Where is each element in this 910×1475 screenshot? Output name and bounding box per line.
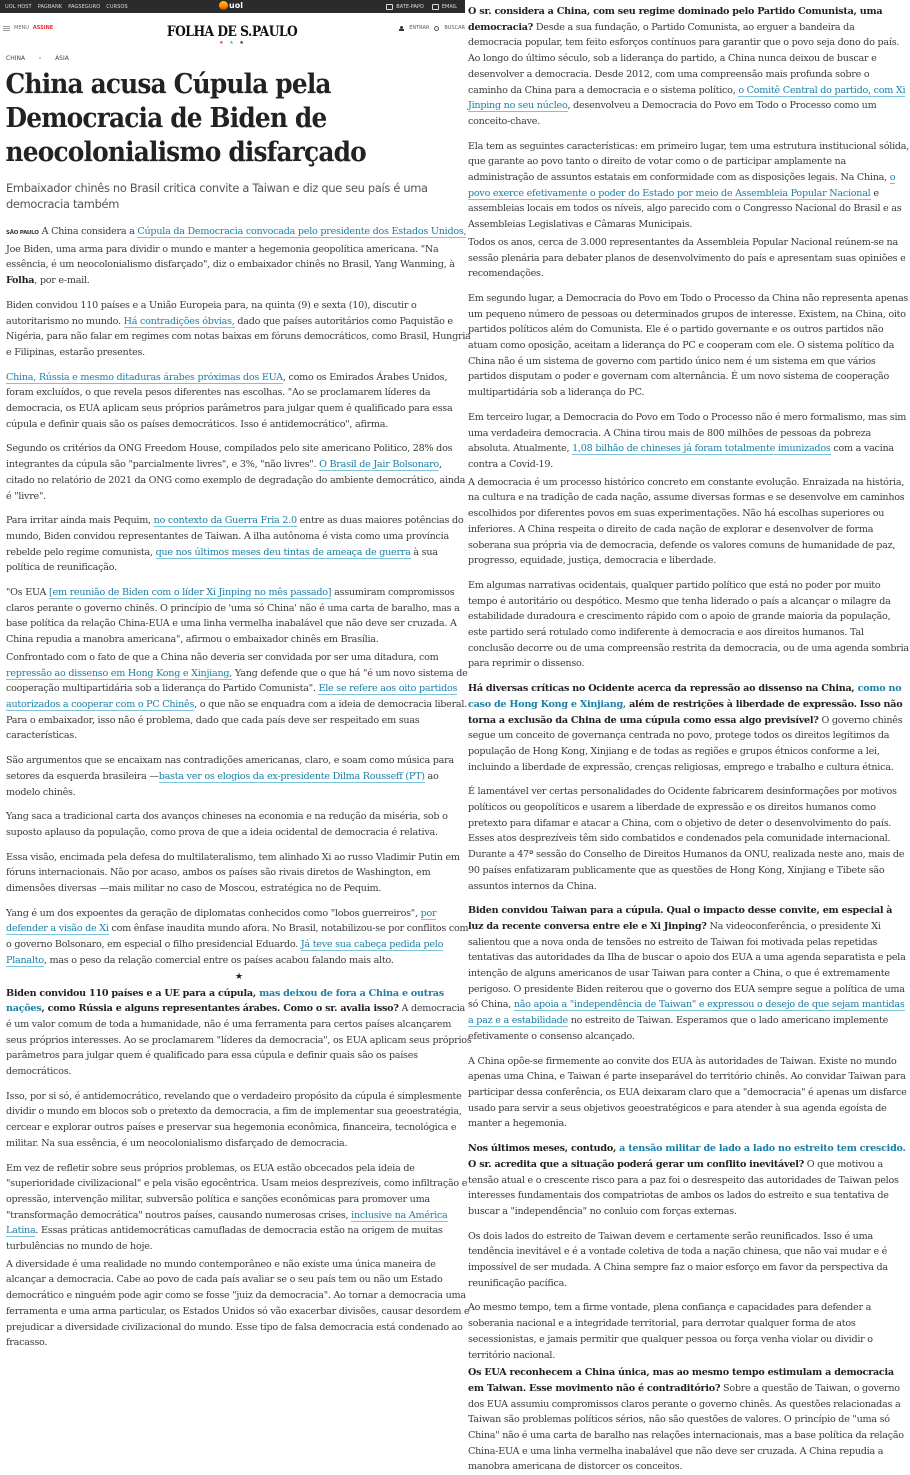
text-run: . Essas práticas antidemocráticas camufladas de democracia estão na origem de muitas turbulências no mundo de hoje. (6, 1225, 443, 1253)
folha-logo[interactable] (0, 21, 465, 46)
text-run: A diversidade é uma realidade no mundo contemporâneo e não existe uma única maneira de alcançar a democracia. Cabe ao povo de cada país avaliar se o seu país tem ou não um Estado democrático e ninguém pode agir como se fosse "juiz da democracia". Ao tornar a democracia uma ferramenta e uma arma particular, os Estados Unidos só vão exacerbar divisões, causar desordem e prejudicar a diversidade civilizacional do mundo. Esse tipo de falsa democracia está condenado ao fracasso. (6, 1258, 470, 1349)
article-paragraph (468, 1365, 910, 1475)
article-paragraph (468, 475, 910, 569)
inline-link[interactable]: [em reunião de Biden com o líder Xi Jinping no mês passado] (49, 587, 332, 599)
article-paragraph (6, 1161, 472, 1255)
text-run: "Os EUA (6, 587, 50, 599)
text-run: Em vez de refletir sobre seus próprios problemas, os EUA estão obcecados pela ideia de "superioridade civilizacional" e pela visão egocêntrica. Usam meios desprezíveis, como infiltração e opressão, intervenção militar, subversão política e sanções econômicas para promover uma "transformação democrática" noutros países, causando numerosas crises, (6, 1162, 468, 1221)
article-body-right (465, 0, 910, 1475)
login-button[interactable]: ENTRAR (409, 25, 430, 31)
article-body-left (0, 212, 472, 1351)
text-run: Yang saca a tradicional carta dos avanços chineses na economia e na redução da miséria, sob o suposto aplauso da população, como prova de que a ideia ocidental de democracia é relativa. (6, 811, 448, 838)
bold-text: Há diversas críticas no Ocidente acerca da repressão ao dissenso na China, (468, 683, 858, 695)
inline-link[interactable]: repressão ao dissenso em Hong Kong e Xinjiang, (6, 667, 233, 679)
text-run: com a vacina contra a Covid-19. (468, 443, 894, 470)
text-run: , citado no relatório de 2021 da ONG como exemplo de degradação do ambiente democrático, ainda é "livre". (6, 459, 466, 502)
menu-button[interactable]: MENU (14, 25, 29, 31)
text-run: entre as duas maiores potências do mundo, Biden convidou representantes de Taiwan. A ilha autônoma é vista como uma província rebelde pelo regime comunista, (6, 515, 464, 558)
text-run: Sobre a questão de Taiwan, o governo dos EUA assumiu compromissos claros perante o governo chinês. As questões relacionadas a Taiwan são problemas políticos sérios, não são questões de valores. O princípio de "uma só China" não é uma carta de baralho nas relações internacionais, mas a base política da relação China-EUA e uma linha vermelha inabalável que não deve ser cruzada. A China repudia a manobra americana de distorcer os conceitos. (468, 1382, 904, 1473)
bold-text: Os EUA reconhecem a China única, mas ao mesmo tempo estimulam a democracia em Taiwan. Esse movimento não é contraditório? (468, 1367, 894, 1394)
bold-text: , como Rússia e alguns representantes árabes. Como o sr. avalia isso? (41, 1003, 399, 1015)
text-run: Os dois lados do estreito de Taiwan devem e certamente serão reunificados. Isso é uma tendência inevitável e é a vontade coletiva de toda a nação chinesa, que não vai mudar e é impossível de ser mudada. A China sempre faz o maior esforço em favor da perspectiva da reunificação pacífica. (468, 1230, 888, 1289)
breadcrumb-asia[interactable]: ÁSIA (55, 54, 69, 62)
article-paragraph (468, 1054, 910, 1133)
text-run: , por e-mail. (34, 275, 90, 287)
article-paragraph (6, 1089, 472, 1152)
text-run: à sua política de reunificação. (6, 546, 438, 574)
article-paragraph (468, 410, 910, 473)
bold-text: Biden convidou 110 países e a UE para a cúpula, (6, 987, 260, 999)
email-label: EMAIL (441, 3, 457, 10)
article-paragraph (468, 578, 910, 672)
uol-brand: uol (229, 1, 243, 10)
article-paragraph (468, 4, 910, 130)
bate-papo-label: BATE-PAPO (396, 3, 424, 10)
bold-text: Biden convidou Taiwan para a cúpula. Qual o impacto desse convite, em especial à luz da recente conversa entre ele e Xi Jinping? (468, 905, 893, 932)
user-icon[interactable] (399, 26, 404, 31)
search-button[interactable]: BUSCAR (444, 25, 465, 31)
inline-link[interactable]: não apoia a "independência de Taiwan" e expressou o desejo de que sejam mantidas a paz e a estabilidade (468, 999, 905, 1027)
text-run: Em algumas narrativas ocidentais, qualquer partido político que está no poder por muito tempo é autoritário ou despótico. Mesmo que tenha liderado o país a alcançar o milagre da estabilidade duradoura e crescimento rápido com o apoio de grande maioria da população, este partido será rotulado como indiferente à democracia e aos direitos humanos. Tal conclusão decorre ou de uma compreensão restrita da democracia, ou de uma agenda sombria para reprimir o dissenso. (468, 579, 909, 670)
inline-link[interactable]: Há contradições óbvias, (123, 315, 235, 327)
text-run: Ao mesmo tempo, tem a firme vontade, plena confiança e capacidades para defender a soberania nacional e a integridade territorial, para derrotar qualquer forma de atos secessionistas, e jamais permitir que qualquer pessoa ou força venha violar ou dividir o território nacional. (468, 1302, 873, 1361)
article-paragraph (6, 224, 472, 289)
inline-link[interactable]: Ele se refere aos oito partidos autorizados a cooperar com o PC Chinês (6, 683, 458, 710)
text-run: É lamentável ver certas personalidades do Ocidente fabricarem desinformações por motivos políticos ou geopolíticos e usarem a liberdade de expressão e os direitos humanos como pretexto para difamar e atacar a China, com o objetivo de deter o desenvolvimento do país. Esses atos desprezíveis têm sido combatidos e condenados pela comunidade internacional. Durante a 47ª sessão do Conselho de Direitos Humanos da ONU, realizada neste ano, mais de 90 países enfatizaram publicamente que as questões de Hong Kong, Xinjiang e Tibete são assuntos internos da China. (468, 786, 905, 892)
inline-link[interactable]: no contexto da Guerra Fria 2.0 (153, 515, 297, 527)
star-icon: ★ (219, 40, 226, 46)
text-run: Confrontado com o fato de que a China não deveria ser convidada por ser uma ditadura, com (6, 651, 439, 663)
article-paragraph (468, 235, 910, 282)
text-run: , como os Emirados Árabes Unidos, foram excluídos, o que revela pesos diferentes nas escolhas. "Ao se proclamarem líderes da democracia, os EUA aplicam seus próprios parâmetros para julgar quem é qualificado para essa cúpula e definir quais são os países democráticos. Isso é antidemocrático", afirma. (6, 371, 453, 430)
article-paragraph (6, 513, 472, 576)
user-area (399, 25, 465, 31)
text-run: Na videoconferência, o presidente Xi salientou que a nova onda de tensões no estreito de Taiwan foi motivada pelas repetidas tentativas das autoridades da Ilha de buscar o apoio dos EUA a uma agenda separatista e pela intenção de alguns americanos de usar Taiwan para conter a China, o que é extremamente perigoso. O presidente Biden reiterou que o governo dos EUA sempre segue a política de uma só China, (468, 920, 906, 1011)
inline-link[interactable]: Já teve sua cabeça pedida pelo Planalto (6, 939, 444, 966)
bold-text: Folha (6, 275, 35, 287)
right-column (465, 0, 910, 1473)
text-run: e assembleias locais em todos os níveis, algo parecido com o Congresso Nacional do Brasil e as Assembleias Legislativas e Câmaras Municipais. (468, 187, 902, 231)
star-icon: ★ (229, 40, 236, 46)
text-run: no estreito de Taiwan. Esperamos que o lado americano implemente efetivamente o consenso alcançado. (468, 1015, 889, 1042)
inline-link[interactable]: Cúpula da Democracia convocada pelo presidente dos Estados Unidos, (137, 226, 467, 237)
text-run: Para irritar ainda mais Pequim, (6, 515, 154, 527)
text-run: dado que países autoritários como Paquistão e Nigéria, para não falar em regimes com notas baixas em fóruns democráticos, como Brasil, Hungria e Filipinas, estarão presentes. (6, 315, 471, 358)
article-paragraph (6, 850, 472, 897)
text-run: Biden convidou 110 países e a União Europeia para, na quinta (9) e sexta (10), discutir o autoritarismo no mundo. (6, 299, 417, 327)
uol-link[interactable]: UOL HOST (5, 3, 32, 10)
bate-papo-link[interactable] (386, 4, 424, 10)
article-paragraph (6, 753, 472, 800)
text-run: Essa visão, encimada pela defesa do multilateralismo, tem alinhado Xi ao russo Vladimir Putin em fóruns internacionais. Não por acaso, ambos os países são rivais diretos de Washington, em dimensões diversas —mais militar no caso de Moscou, estratégica no de Pequim. (6, 851, 460, 895)
inline-link[interactable]: 1,08 bilhão de chineses já foram totalmente imunizados (572, 443, 831, 455)
inline-link[interactable]: mas deixou de fora a China e outras nações (6, 987, 444, 1015)
article-paragraph (468, 291, 910, 401)
text-run: ao modelo chinês. (6, 770, 439, 798)
article-paragraph (6, 370, 472, 433)
inline-link[interactable]: China, Rússia e mesmo ditaduras árabes próximas dos EUA (6, 371, 283, 383)
bold-text: O sr. acredita que a situação poderá gerar um conflito inevitável? (468, 1158, 804, 1170)
article-paragraph (468, 1229, 910, 1292)
article-paragraph (468, 681, 910, 775)
chat-icon (386, 4, 393, 10)
uol-link[interactable]: CURSOS (106, 3, 128, 10)
text-run: , mas o peso da relação comercial entre os países acabou falando mais alto. (43, 954, 394, 966)
text-run: Ela tem as seguintes características: em primeiro lugar, tem uma estrutura institucional sólida, que garante ao povo tanto o direito de votar como o de participar amplamente na administração de assuntos estatais em conformidade com as disposições legais. Na China, (468, 140, 910, 184)
inline-link[interactable]: por defender a visão de Xi (6, 907, 437, 935)
uol-links (5, 4, 128, 10)
mail-icon (432, 4, 439, 10)
text-run: O que motivou a tensão atual e o crescente risco para a paz foi o desrespeito das autoridades de Taiwan pelos interesses fundamentais dos compatriotas de ambos os lados do estreito e sua tentativa de buscar a "independência" no conluio com forças externas. (468, 1158, 899, 1217)
section-separator-star: ★ (234, 971, 244, 982)
article-paragraph (468, 139, 910, 233)
text-run: O governo chinês segue um conceito de governança centrada no povo, protege todos os direitos legítimos da população de Hong Kong, Xinjiang e de todas as regiões e grupos étnicos conforme a lei, incluindo a liberdade de expressão, crenças religiosas, emprego e trabalho e cultura étnica. (468, 714, 903, 773)
text-run: Em terceiro lugar, a Democracia do Povo em Todo o Processo não é mero formalismo, mas sim uma verdadeira democracia. A China tirou mais de 800 milhões de pessoas da pobreza absoluta. Atualmente, (468, 411, 907, 455)
text-run: Isso, por si só, é antidemocrático, revelando que o verdadeiro propósito da cúpula é simplesmente dividir o mundo em blocos sob o pretexto da democracia, a fim de implementar sua geoestratégia, cercear e explorar outros países e preservar sua hegemonia econômica, financeira, tecnológica e militar. Na sua essência, é um neocolonialismo disfarçado de democracia. (6, 1090, 462, 1149)
article-subtitle: Embaixador chinês no Brasil critica convite a Taiwan e diz que seu país é uma democracia também (6, 181, 428, 211)
bold-text: Nos últimos meses, contudo, (468, 1143, 620, 1155)
text-run: Todos os anos, cerca de 3.000 representantes da Assembleia Popular Nacional reúnem-se na sessão plenária para debater planos de desenvolvimento do país e apresentam suas opiniões e recomendações. (468, 236, 906, 280)
star-icon: ★ (239, 40, 246, 46)
article-paragraph (6, 650, 472, 744)
article-title: China acusa Cúpula pela Democracia de Biden de neocolonialismo disfarçado (5, 69, 366, 168)
text-run: A China opõe-se firmemente ao convite dos EUA às autoridades de Taiwan. Existe no mundo apenas uma China, e Taiwan é parte inseparável do território chinês. Ao convidar Taiwan para participar dessa conferência, os EUA deixaram claro que a "democracia" é apenas um disfarce usado para servir a seus objetivos geoestratégicos e para atender à sua agenda egoísta de manter a hegemonia. (468, 1055, 907, 1130)
article-paragraph (6, 441, 472, 504)
text-run: A democracia é um valor comum de toda a humanidade, não é uma ferramenta para certos países alcançarem seus próprios interesses. Ao se proclamarem "líderes da democracia", os EUA aplicam seus próprios parâmetros para julgar quem é qualificado para essa cúpula e definir quais são os países democráticos. (6, 1003, 472, 1078)
article-paragraph (6, 906, 472, 969)
uol-right-links (386, 0, 457, 13)
search-icon[interactable] (434, 26, 439, 31)
inline-link[interactable]: que nos últimos meses deu tintas de ameaça de guerra (155, 546, 411, 558)
site-header (0, 13, 465, 50)
inline-link[interactable]: a tensão militar de lado a lado no estreito tem crescido. (619, 1143, 906, 1155)
inline-link[interactable]: basta ver os elogios da ex-presidente Dilma Rousseff (PT) (158, 770, 425, 782)
dateline: SÃO PAULO (6, 230, 39, 236)
logo-stars (0, 40, 465, 46)
text-run: , desenvolveu a Democracia do Povo em Todo o Processo como um conceito-chave. (468, 100, 877, 127)
text-run: São argumentos que se encaixam nas contradições americanas, claro, e soam como música para setores da esquerda brasileira — (6, 755, 454, 782)
logo-text: FOLHA DE S.PAULO (167, 24, 298, 40)
bold-text: O sr. considera a China, com seu regime dominado pelo Partido Comunista, uma democracia? (468, 6, 883, 33)
inline-link[interactable]: o povo exerce efetivamente o poder do Estado por meio de Assembleia Popular Nacional (468, 172, 896, 199)
article-paragraph (468, 784, 910, 894)
uol-logo[interactable] (219, 1, 243, 10)
left-column (0, 0, 472, 1349)
uol-link[interactable]: PAGBANK (37, 3, 63, 10)
text-run: Yang é um dos expoentes da geração de diplomatas conhecidos como "lobos guerreiros", (6, 907, 421, 919)
article-paragraph (6, 298, 472, 361)
article-paragraph (468, 903, 910, 1044)
text-run: A democracia é um processo histórico concreto em constante evolução. Enraizada na história, na cultura e na tradição de cada nação, assume diversas formas e se desenvolve em caminhos escolhidos por diferentes povos em suas experimentações. Não há escolhas superiores ou inferiores. A China respeita o direito de cada nação de explorar e desenvolver de forma soberana sua própria via de democracia, defende os valores comuns de humanidade de paz, progresso, equidade, justiça, democracia e liberdade. (468, 476, 905, 567)
text-run: Yang defende que o que há "é um novo sistema de cooperação multipartidária sob a liderança do Partido Comunista". (6, 667, 468, 695)
bold-text: além de restrições à liberdade de expressão. Isso não torna a exclusão da China de uma cúpula como essa algo previsível? (468, 698, 903, 726)
inline-link[interactable]: O Brasil de Jair Bolsonaro (319, 459, 439, 471)
article-paragraph (468, 1141, 910, 1220)
article-paragraph (6, 1257, 472, 1351)
inline-link[interactable]: inclusive na América Latina (6, 1209, 448, 1237)
subscribe-button[interactable]: ASSINE (32, 25, 54, 31)
text-run: Desde a sua fundação, o Partido Comunista, ao erguer a bandeira da democracia popular, tem feito esforços contínuos para garantir que o povo seja dono do país. Ao longo do último século, sob a liderança do partido, a China nunca deixou de buscar e desenvolver a democracia. Desde 2012, com uma compreensão mais profunda sobre o caminho da China para a democracia e o sistema político, (468, 21, 900, 96)
text-run: com ênfase inaudita mundo afora. No Brasil, notabilizou-se por conflitos com o governo Bolsonaro, em especial o filho presidencial Eduardo. (6, 923, 469, 951)
text-run: A China considera a (41, 226, 138, 237)
email-link[interactable] (432, 4, 457, 10)
text-run: Segundo os critérios da ONG Freedom House, compilados pelo site americano Politico, 28% dos integrantes da cúpula são "parcialmente livres", e 3%, "não livres". (6, 443, 453, 471)
article-paragraph (6, 986, 472, 1080)
text-run: Em segundo lugar, a Democracia do Povo em Todo o Processo da China não representa apenas um pequeno número de pessoas ou determinados grupos de interesse. Existem, na China, oito partidos políticos além do Comunista. Ele é o partido governante e os outros partidos não atuam como oposição, aceitam a liderança do PC e cooperam com ele. O sistema político da China não é um sistema de governo com partido único nem é um sistema em que vários partidos disputam o poder e governam com alternância. É um novo sistema de cooperação multipartidária sob a liderança do PC. (468, 292, 909, 399)
text-run: assumiram compromissos claros perante o governo chinês. O princípio de 'uma só China' não é uma carta de baralho, mas a base política da relação China-EUA e uma linha vermelha inabalável que não deve ser cruzada. A China repudia a manobra americana", afirmou o embaixador chinês em Brasília. (6, 587, 460, 646)
uol-link[interactable]: PAGSEGURO (68, 3, 101, 10)
breadcrumb (0, 50, 465, 66)
article-paragraph (468, 1300, 910, 1363)
article-paragraph (6, 809, 472, 840)
uol-top-bar (0, 0, 465, 13)
breadcrumb-china[interactable]: CHINA (6, 54, 26, 62)
text-run: , o que não se enquadra com a ideia de democracia liberal. Para o embaixador, isso não é problema, dado que cada país deve ser respeitado em suas características. (6, 698, 467, 742)
breadcrumb-separator (39, 57, 41, 59)
text-run: Joe Biden, uma arma para dividir o mundo e manter a hegemonia geopolítica americana. "Na essência, é um neocolonialismo disfarçado", diz o embaixador chinês no Brasil, Yang Wanming, à (6, 243, 455, 271)
inline-link[interactable]: o Comitê Central do partido, com Xi Jinping no seu núcleo (468, 84, 906, 112)
article-paragraph (6, 585, 472, 648)
inline-link[interactable]: como no caso de Hong Kong e Xinjiang, (468, 683, 902, 710)
uol-sun-icon (219, 1, 228, 10)
